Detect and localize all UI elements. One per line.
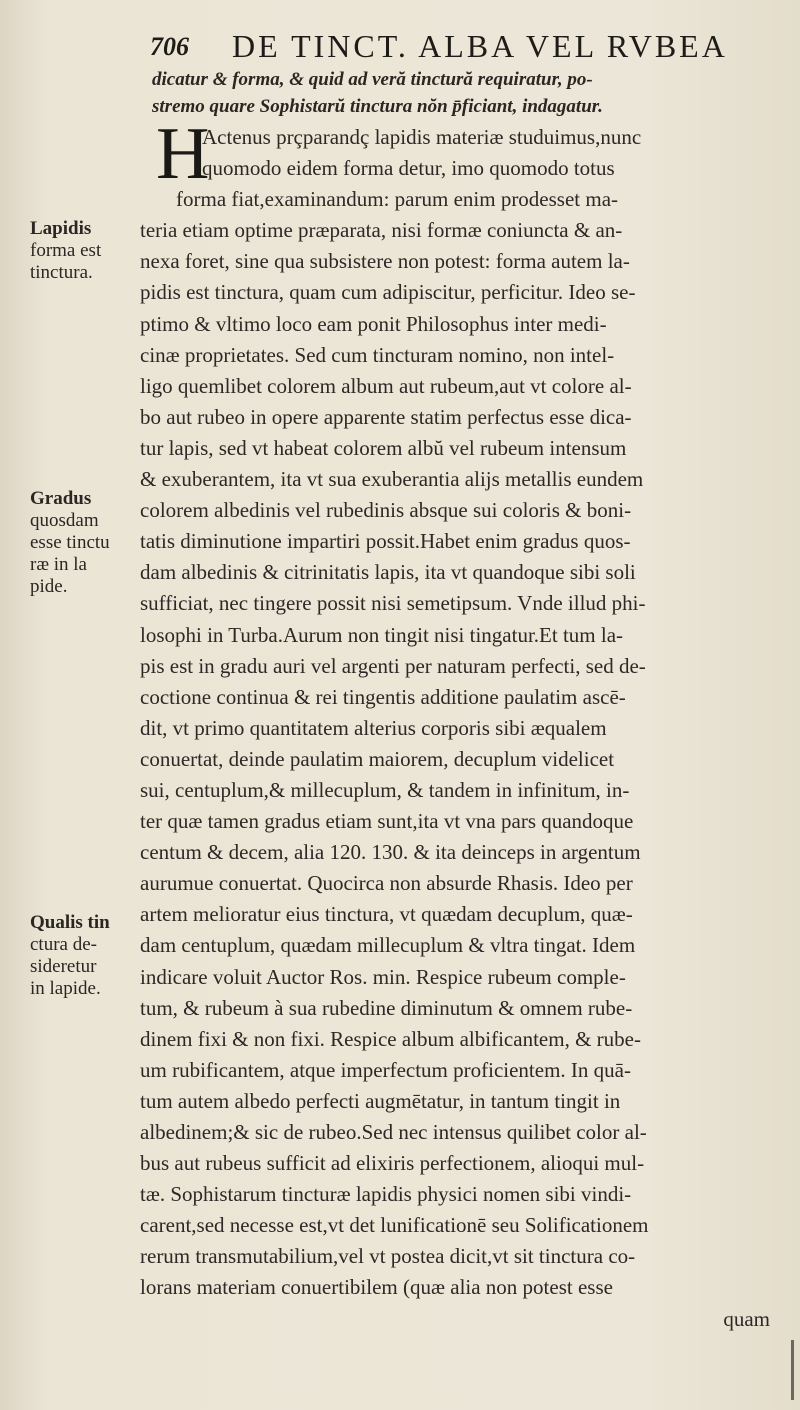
text-line: & exuberantem, ita vt sua exuberantia alijs metallis eundem xyxy=(140,467,644,492)
margin-note-line: ctura de- xyxy=(30,934,97,955)
text-line: teria etiam optime præparata, nisi formæ coniuncta & an- xyxy=(140,218,623,243)
text-line: um rubificantem, atque imperfectum proficientem. In quā- xyxy=(140,1057,631,1082)
text-line: tur lapis, sed vt habeat colorem albŭ vel rubeum intensum xyxy=(140,435,627,460)
margin-note-qualis-tinctura xyxy=(30,912,140,1000)
text-line: ter quæ tamen gradus etiam sunt,ita vt vna pars quandoque xyxy=(140,809,634,834)
text-line: sui, centuplum,& millecuplum, & tandem in infinitum, in- xyxy=(140,777,630,802)
text-line: dinem fixi & non fixi. Respice album albificantem, & rube- xyxy=(140,1026,641,1051)
text-line: pidis est tinctura, quam cum adipiscitur, perficitur. Ideo se- xyxy=(140,280,636,305)
text-line: centum & decem, alia 120. 130. & ita deinceps in argentum xyxy=(140,840,641,865)
margin-note-lapidis-forma xyxy=(30,218,140,284)
text-line: colorem albedinis vel rubedinis absque sui coloris & boni- xyxy=(140,498,632,523)
text-line: carent,sed necesse est,vt det lunificationē seu Solificationem xyxy=(140,1213,649,1238)
text-line: forma fiat,examinandum: parum enim prodesset ma- xyxy=(176,187,619,212)
margin-note-line: in lapide. xyxy=(30,978,101,999)
text-line: aurumue conuertat. Quocirca non absurde Rhasis. Ideo per xyxy=(140,871,633,896)
text-line: ligo quemlibet colorem album aut rubeum,aut vt colore al- xyxy=(140,373,632,398)
margin-note-line: Gradus xyxy=(30,488,92,509)
text-line: nexa foret, sine qua subsistere non potest: forma autem la- xyxy=(140,249,630,274)
text-line: tum autem albedo perfecti augmētatur, in tantum tingit in xyxy=(140,1088,621,1113)
margin-note-line: pide. xyxy=(30,576,68,597)
text-line: sufficiat, nec tingere possit nisi semetipsum. Vnde illud phi- xyxy=(140,591,646,616)
margin-note-line: esse tinctu xyxy=(30,532,110,553)
text-line: losophi in Turba.Aurum non tingit nisi tingatur.Et tum la- xyxy=(140,622,624,647)
margin-note-line: tinctura. xyxy=(30,262,93,283)
text-line: dam centuplum, quædam millecuplum & vltra tingat. Idem xyxy=(140,933,636,958)
text-line: bus aut rubeus sufficit ad elixiris perfectionem, alioqui mul- xyxy=(140,1151,645,1176)
text-line: Actenus prçparandç lapidis materiæ studuimus,nunc xyxy=(202,125,642,149)
margin-note-line: Qualis tin xyxy=(30,912,110,933)
running-title: DE TINCT. ALBA VEL RVBEA xyxy=(232,28,728,64)
text-line: rerum transmutabilium,vel vt postea dicit,vt sit tinctura co- xyxy=(140,1244,636,1269)
summary-line: stremo quare Sophistarŭ tinctura nŏn p̄ficiant, indagatur. xyxy=(152,96,603,117)
text-line: dit, vt primo quantitatem alterius corporis sibi æqualem xyxy=(140,715,607,740)
text-line: bo aut rubeo in opere apparente statim perfectus esse dica- xyxy=(140,404,632,429)
text-line: tum, & rubeum à sua rubedine diminutum & omnem rube- xyxy=(140,995,633,1020)
text-line: cinæ proprietates. Sed cum tincturam nomino, non intel- xyxy=(140,342,615,367)
text-line: tatis diminutione impartiri possit.Habet enim gradus quos- xyxy=(140,529,631,554)
text-line: tæ. Sophistarum tincturæ lapidis physici nomen sibi vindi- xyxy=(140,1182,632,1207)
page-number: 706 xyxy=(150,32,189,61)
text-line: albedinem;& sic de rubeo.Sed nec intensus quilibet color al- xyxy=(140,1120,647,1144)
main-text xyxy=(140,113,776,1335)
text-line: pis est in gradu auri vel argenti per naturam perfecti, sed de- xyxy=(140,653,646,678)
margin-note-line: sideretur xyxy=(30,956,97,977)
margin-note-line: Lapidis xyxy=(30,218,92,239)
margin-note-gradus xyxy=(30,488,140,598)
drop-capital: H xyxy=(156,113,210,195)
text-line: artem melioratur eius tinctura, vt quædam decuplum, quæ- xyxy=(140,902,633,927)
margin-note-line: forma est xyxy=(30,240,102,261)
text-line: coctione continua & rei tingentis additione paulatim ascē- xyxy=(140,684,626,709)
text-line: ptimo & vltimo loco eam ponit Philosophus inter medi- xyxy=(140,311,607,336)
text-line: quomodo eidem forma detur, imo quomodo totus xyxy=(202,156,615,181)
chapter-summary xyxy=(152,66,772,120)
summary-line: dicatur & forma, & quid ad veră tinctură requiratur, po- xyxy=(152,69,593,90)
text-line: conuertat, deinde paulatim maiorem, decuplum videlicet xyxy=(140,746,615,771)
margin-note-line: quosdam xyxy=(30,510,99,531)
margin-note-line: ræ in la xyxy=(30,554,87,575)
text-line: indicare voluit Auctor Ros. min. Respice rubeum comple- xyxy=(140,964,626,989)
catchword: quam xyxy=(723,1306,770,1331)
page-edge-mark xyxy=(791,1340,794,1400)
text-line: lorans materiam conuertibilem (quæ alia non potest esse xyxy=(140,1275,613,1300)
text-line: dam albedinis & citrinitatis lapis, ita vt quandoque sibi soli xyxy=(140,560,636,585)
